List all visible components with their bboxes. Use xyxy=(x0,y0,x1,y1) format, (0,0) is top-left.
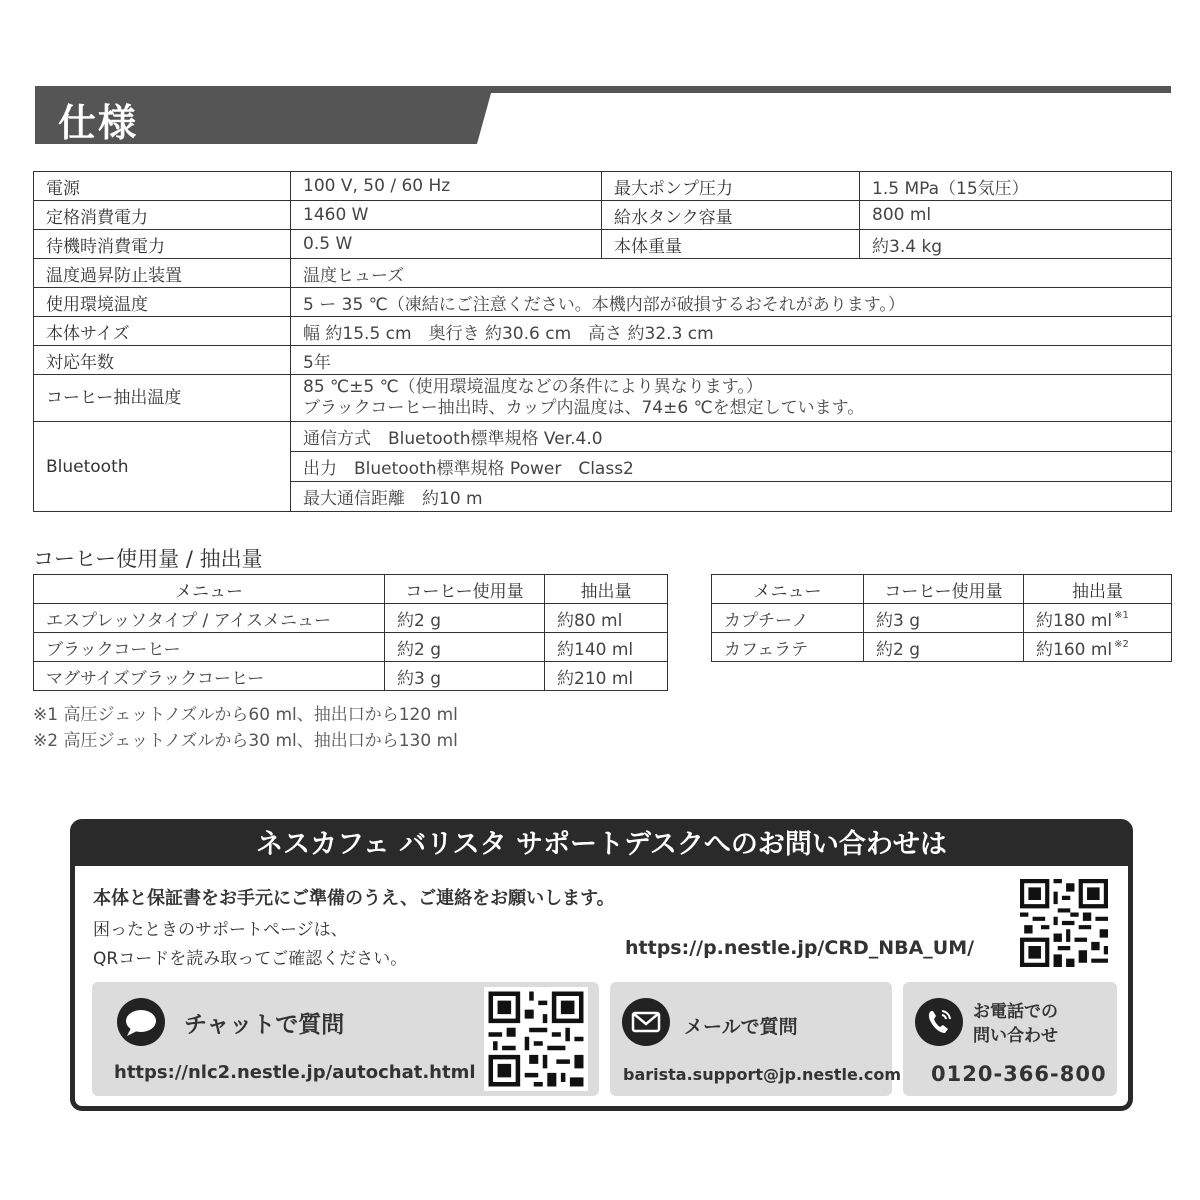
support-box xyxy=(70,819,1133,1111)
qr-code-graphic xyxy=(1020,879,1108,967)
qr-code-graphic xyxy=(484,987,588,1091)
table-row xyxy=(34,346,1172,375)
chat-bubble-icon xyxy=(117,998,165,1046)
column-header: メニュー xyxy=(712,575,864,604)
phone-title-line: お電話での xyxy=(973,1002,1058,1022)
menu-cell: カプチーノ xyxy=(712,604,864,633)
spec-label-bluetooth: Bluetooth xyxy=(34,422,291,512)
page-title: 仕様 xyxy=(58,101,139,145)
column-header: コーヒー使用量 xyxy=(864,575,1024,604)
table-row xyxy=(34,317,1172,346)
mail-address[interactable]: barista.support@jp.nestle.com xyxy=(623,1065,902,1084)
table-row xyxy=(34,633,668,662)
column-header: メニュー xyxy=(34,575,385,604)
envelope-icon xyxy=(622,998,670,1046)
spec-value: 100 V, 50 / 60 Hz xyxy=(291,172,602,201)
spec-value: 1460 W xyxy=(291,201,602,230)
spec-label: 本体サイズ xyxy=(34,317,291,346)
volume-cell: 約80 ml xyxy=(545,604,668,633)
volume-value: 約160 ml xyxy=(1036,639,1113,660)
spec-label: 待機時消費電力 xyxy=(34,230,291,259)
spec-value: 5 ー 35 ℃（凍結にご注意ください。本機内部が破損するおそれがあります。） xyxy=(291,288,1172,317)
footnote: ※1 高圧ジェットノズルから60 ml、抽出口から120 ml xyxy=(33,705,458,725)
mail-support-card[interactable] xyxy=(610,982,902,1096)
spec-label: 使用環境温度 xyxy=(34,288,291,317)
spec-value: 5年 xyxy=(291,346,1172,375)
qr-code-icon[interactable] xyxy=(484,987,588,1091)
spec-value: 0.5 W xyxy=(291,230,602,259)
spec-value-line: ブラックコーヒー抽出時、カップ内温度は、74±6 ℃を想定しています。 xyxy=(303,398,865,418)
table-row xyxy=(34,422,1172,452)
chat-url[interactable]: https://nlc2.nestle.jp/autochat.html xyxy=(114,1062,476,1083)
envelope-glyph xyxy=(622,998,670,1046)
spec-value-multiline xyxy=(291,375,1172,422)
spec-value: 通信方式 Bluetooth標準規格 Ver.4.0 xyxy=(291,422,1172,452)
qr-code-icon[interactable] xyxy=(1020,879,1108,967)
spec-value: 温度ヒューズ xyxy=(291,259,1172,288)
spec-label: 電源 xyxy=(34,172,291,201)
spec-value: 1.5 MPa（15気圧） xyxy=(860,172,1172,201)
spec-label: 最大ポンプ圧力 xyxy=(602,172,860,201)
chat-support-card[interactable] xyxy=(92,982,599,1096)
menu-cell: エスプレッソタイプ / アイスメニュー xyxy=(34,604,385,633)
spec-value: 最大通信距離 約10 m xyxy=(291,482,1172,512)
volume-cell: 約210 ml xyxy=(545,662,668,691)
usage-title: コーヒー使用量 / 抽出量 xyxy=(33,547,263,571)
support-intro: QRコードを読み取ってご確認ください。 xyxy=(93,949,408,969)
coffee-amount-cell: 約2 g xyxy=(385,604,545,633)
volume-cell xyxy=(1024,633,1172,662)
spec-value: 出力 Bluetooth標準規格 Power Class2 xyxy=(291,452,1172,482)
phone-glyph xyxy=(915,998,963,1046)
menu-cell: ブラックコーヒー xyxy=(34,633,385,662)
spec-label: 対応年数 xyxy=(34,346,291,375)
column-header: 抽出量 xyxy=(1024,575,1172,604)
footnote-mark: ※1 xyxy=(1114,609,1129,621)
table-row xyxy=(34,604,668,633)
spec-label: 給水タンク容量 xyxy=(602,201,860,230)
support-intro: 本体と保証書をお手元にご準備のうえ、ご連絡をお願いします。 xyxy=(93,888,615,909)
table-row xyxy=(34,662,668,691)
spec-label: コーヒー抽出温度 xyxy=(34,375,291,422)
spec-value: 幅 約15.5 cm 奥行き 約30.6 cm 高さ 約32.3 cm xyxy=(291,317,1172,346)
chat-title: チャットで質問 xyxy=(184,1012,345,1038)
support-title: ネスカフェ バリスタ サポートデスクへのお問い合わせは xyxy=(75,824,1128,866)
table-row xyxy=(34,172,1172,201)
volume-cell: 約140 ml xyxy=(545,633,668,662)
coffee-amount-cell: 約2 g xyxy=(864,633,1024,662)
menu-cell: カフェラテ xyxy=(712,633,864,662)
chat-bubble-glyph xyxy=(117,998,165,1046)
spec-value: 800 ml xyxy=(860,201,1172,230)
phone-title xyxy=(973,1000,1058,1048)
mail-title: メールで質問 xyxy=(684,1016,798,1038)
phone-number[interactable]: 0120-366-800 xyxy=(931,1062,1107,1086)
table-header-row xyxy=(712,575,1172,604)
menu-cell: マグサイズブラックコーヒー xyxy=(34,662,385,691)
volume-cell xyxy=(1024,604,1172,633)
spec-value: 約3.4 kg xyxy=(860,230,1172,259)
support-page-link[interactable]: https://p.nestle.jp/CRD_NBA_UM/ xyxy=(625,937,975,959)
footnote: ※2 高圧ジェットノズルから30 ml、抽出口から130 ml xyxy=(33,731,458,751)
spec-value-line: 85 ℃±5 ℃（使用環境温度などの条件により異なります。） xyxy=(303,377,763,397)
spec-label: 温度過昇防止装置 xyxy=(34,259,291,288)
column-header: コーヒー使用量 xyxy=(385,575,545,604)
phone-support-card[interactable] xyxy=(903,982,1117,1096)
table-row xyxy=(34,230,1172,259)
table-row xyxy=(34,375,1172,422)
spec-label: 本体重量 xyxy=(602,230,860,259)
support-intro: 困ったときのサポートページは、 xyxy=(93,920,348,940)
table-row xyxy=(34,259,1172,288)
phone-icon xyxy=(915,998,963,1046)
table-row xyxy=(34,288,1172,317)
footnote-mark: ※2 xyxy=(1114,638,1129,650)
column-header: 抽出量 xyxy=(545,575,668,604)
coffee-amount-cell: 約3 g xyxy=(864,604,1024,633)
table-row xyxy=(712,604,1172,633)
table-header-row xyxy=(34,575,668,604)
usage-table-right xyxy=(711,574,1172,662)
phone-title-line: 問い合わせ xyxy=(973,1026,1058,1046)
coffee-amount-cell: 約3 g xyxy=(385,662,545,691)
spec-table xyxy=(33,171,1172,512)
table-row xyxy=(712,633,1172,662)
coffee-amount-cell: 約2 g xyxy=(385,633,545,662)
volume-value: 約180 ml xyxy=(1036,610,1113,631)
table-row xyxy=(34,201,1172,230)
usage-table-left xyxy=(33,574,668,691)
spec-label: 定格消費電力 xyxy=(34,201,291,230)
